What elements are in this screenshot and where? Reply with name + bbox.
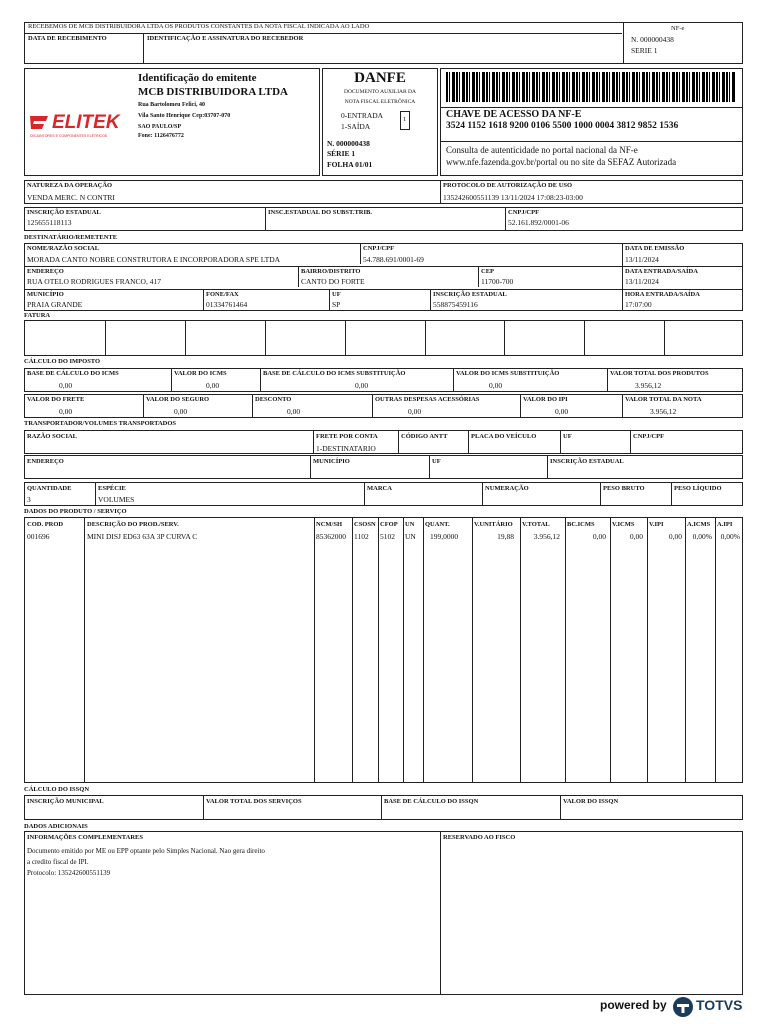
nature-label: NATUREZA DA OPERAÇÃO	[27, 182, 113, 189]
receipt-date-field[interactable]	[27, 43, 139, 61]
issqn-section-title: CÁLCULO DO ISSQN	[24, 786, 90, 793]
row-vicms: 0,00	[629, 532, 643, 541]
danfe-series: SÉRIE 1	[327, 149, 356, 158]
receipt-sign-field[interactable]	[146, 43, 616, 61]
col-csosn: CSOSN	[354, 521, 376, 528]
receipt-stub	[24, 22, 743, 64]
carrier-uf2-label: UF	[432, 458, 441, 465]
access-key-label: CHAVE DE ACESSO DA NF-E	[446, 109, 582, 120]
totvs-brand: TOTVS	[696, 997, 743, 1013]
antt-label: CÓDIGO ANTT	[401, 433, 448, 440]
recipient-uf-value: SP	[332, 300, 341, 309]
brand-label: MARCA	[367, 485, 392, 492]
tax-total-products-value: 3.956,12	[635, 381, 662, 390]
tax-discount-label: DESCONTO	[255, 396, 292, 403]
recipient-name-label: NOME/RAZÃO SOCIAL	[27, 245, 100, 252]
row-vunit: 19,88	[497, 532, 514, 541]
table-row[interactable]	[25, 531, 742, 543]
issuer-ident-label: Identificação do emitente	[138, 72, 257, 84]
danfe-subtitle-2: NOTA FISCAL ELETRÔNICA	[344, 99, 416, 105]
quantity-value: 3	[27, 495, 31, 504]
protocol-value: 135242600551139 13/11/2024 17:08:23-03:00	[443, 193, 583, 202]
receipt-sign-label: IDENTIFICAÇÃO E ASSINATURA DO RECEBEDOR	[147, 35, 304, 42]
invoice-section-title: FATURA	[24, 312, 51, 319]
freight-value: 1-DESTINATARIO	[316, 444, 376, 453]
recipient-ie-value: 558875459116	[433, 300, 478, 309]
recipient-district-value: CANTO DO FORTE	[301, 277, 365, 286]
row-aipi: 0,00%	[720, 532, 740, 541]
barcode	[446, 72, 736, 102]
invoice-block	[24, 320, 743, 356]
row-vtotal: 3.956,12	[533, 532, 560, 541]
tax-icms-st-value: 0,00	[489, 381, 503, 390]
access-consult-2: www.nfe.fazenda.gov.br/portal ou no site da SEFAZ Autorizada	[446, 157, 677, 167]
issqn-services-label: VALOR TOTAL DOS SERVIÇOS	[206, 798, 302, 805]
col-aipi: A.IPI	[717, 521, 733, 528]
entry-date-value: 13/11/2024	[625, 277, 659, 286]
emission-date-value: 13/11/2024	[625, 255, 659, 264]
receipt-nfe-number: N. 000000438	[631, 35, 674, 44]
row-un: UN	[405, 532, 416, 541]
tax-total-note-value: 3.956,12	[650, 407, 677, 416]
col-vunit: V.UNITÁRIO	[474, 521, 513, 528]
ie-row	[24, 207, 743, 231]
tax-other-label: OUTRAS DESPESAS ACESSÓRIAS	[375, 396, 480, 403]
row-desc: MINI DISJ ED63 63A 3P CURVA C	[87, 532, 198, 541]
row-bcicms: 0,00	[592, 532, 606, 541]
recipient-uf-label: UF	[332, 291, 341, 298]
carrier-cnpj-label: CNPJ/CPF	[633, 433, 665, 440]
additional-section-title: DADOS ADICIONAIS	[24, 823, 88, 830]
transport-section-title: TRANSPORTADOR/VOLUMES TRANSPORTADOS	[24, 420, 177, 427]
recipient-phone-label: FONE/FAX	[206, 291, 239, 298]
recipient-city-label: MUNICÍPIO	[27, 291, 64, 298]
recipient-phone-value: 01334761464	[206, 300, 248, 309]
numbering-label: NUMERAÇÃO	[485, 485, 529, 492]
emission-date-label: DATA DE EMISSÃO	[625, 245, 685, 252]
tax-total-note-label: VALOR TOTAL DA NOTA	[625, 396, 702, 403]
logo-mark-icon	[28, 112, 50, 134]
info-line-1: Documento emitido por ME ou EPP optante pelo Simples Nacional. Nao gera direito	[27, 847, 265, 855]
tax-base-icms-label: BASE DE CÁLCULO DO ICMS	[27, 370, 119, 377]
carrier-city-label: MUNICÍPIO	[313, 458, 350, 465]
row-cfop: 5102	[380, 532, 395, 541]
row-quant: 199,0000	[430, 532, 459, 541]
danfe-subtitle-1: DOCUMENTO AUXILIAR DA	[343, 89, 416, 95]
recipient-address-label: ENDEREÇO	[27, 268, 64, 275]
issqn-value-label: VALOR DO ISSQN	[563, 798, 619, 805]
danfe-block	[322, 68, 438, 176]
recipient-cnpj-label: CNPJ/CPF	[363, 245, 395, 252]
tax-icms-value: 0,00	[206, 381, 220, 390]
tax-insurance-value: 0,00	[174, 407, 188, 416]
recipient-district-label: BAIRRO/DISTRITO	[301, 268, 361, 275]
issuer-address: Rua Bartolomeu Felici, 40	[138, 102, 205, 108]
receipt-nfe-label: NF-e	[671, 25, 685, 32]
recipient-block	[24, 243, 743, 311]
col-vipi: V.IPI	[649, 521, 664, 528]
danfe-saida: 1-SAÍDA	[341, 122, 371, 131]
recipient-cep-label: CEP	[481, 268, 494, 275]
col-bcicms: BC.ICMS	[567, 521, 595, 528]
issqn-im-label: INSCRIÇÃO MUNICIPAL	[27, 798, 104, 805]
entry-date-label: DATA ENTRADA/SAÍDA	[625, 268, 698, 275]
col-desc: DESCRIÇÃO DO PROD./SERV.	[87, 521, 179, 528]
net-weight-label: PESO LÍQUIDO	[674, 485, 722, 492]
danfe-title: DANFE	[354, 70, 406, 86]
danfe-sheet: FOLHA 01/01	[327, 160, 373, 169]
entry-hour-value: 17:07:00	[625, 300, 652, 309]
receipt-date-label: DATA DE RECEBIMENTO	[28, 35, 107, 42]
issuer-name: MCB DISTRIBUIDORA LTDA	[138, 86, 288, 98]
issuer-phone: Fone: 1126476772	[138, 133, 184, 139]
gross-weight-label: PESO BRUTO	[603, 485, 645, 492]
danfe-type-value: 1	[403, 116, 407, 123]
tax-section-title: CÁLCULO DO IMPOSTO	[24, 358, 101, 365]
tax-icms-st-label: VALOR DO ICMS SUBSTITUIÇÃO	[456, 370, 560, 377]
access-consult-1: Consulta de autenticidade no portal nacional da NF-e	[446, 145, 638, 155]
powered-by	[598, 996, 748, 1020]
danfe-type-box	[400, 111, 410, 130]
products-table	[24, 517, 743, 783]
row-aicms: 0,00%	[692, 532, 712, 541]
info-label: INFORMAÇÕES COMPLEMENTARES	[27, 834, 143, 841]
receipt-series: SERIE 1	[631, 46, 658, 55]
carrier-ie-label: INSCRIÇÃO ESTADUAL	[550, 458, 624, 465]
row-csosn: 1102	[354, 532, 369, 541]
additional-block	[24, 831, 743, 995]
col-ncm: NCM/SH	[316, 521, 342, 528]
transport-row-1	[24, 430, 743, 454]
issqn-base-label: BASE DE CÁLCULO DO ISSQN	[384, 798, 479, 805]
tax-row-2	[24, 394, 743, 418]
recipient-cnpj-value: 54.788.691/0001-69	[363, 255, 424, 264]
totvs-logo-icon	[672, 996, 694, 1018]
tax-freight-label: VALOR DO FRETE	[27, 396, 85, 403]
col-vicms: V.ICMS	[612, 521, 635, 528]
recipient-cep-value: 11700-700	[481, 277, 514, 286]
ie-label: INSCRIÇÃO ESTADUAL	[27, 209, 101, 216]
col-cfop: CFOP	[380, 521, 398, 528]
tax-freight-value: 0,00	[59, 407, 73, 416]
recipient-address-value: RUA OTELO RODRIGUES FRANCO, 417	[27, 277, 161, 286]
issqn-row	[24, 795, 743, 820]
transport-row-3	[24, 482, 743, 506]
issuer-cnpj-value: 52.161.892/0001-06	[508, 218, 569, 227]
freight-label: FRETE POR CONTA	[316, 433, 378, 440]
tax-total-products-label: VALOR TOTAL DOS PRODUTOS	[610, 370, 709, 377]
info-line-3: Protocolo: 135242600551139	[27, 869, 111, 877]
products-section-title: DADOS DO PRODUTO / SERVIÇO	[24, 508, 127, 515]
col-quant: QUANT.	[425, 521, 450, 528]
access-key-value[interactable]: 3524 1152 1618 9200 0106 5500 1000 0004 3812 9852 1536	[446, 121, 679, 131]
issuer-block	[24, 68, 320, 176]
info-line-2: a credito fiscal de IPI.	[27, 858, 89, 866]
tax-base-icms-value: 0,00	[59, 381, 73, 390]
tax-other-value: 0,00	[408, 407, 422, 416]
entry-hour-label: HORA ENTRADA/SAÍDA	[625, 291, 700, 298]
tax-ipi-value: 0,00	[555, 407, 569, 416]
protocol-label: PROTOCOLO DE AUTORIZAÇÃO DE USO	[443, 182, 573, 189]
tax-discount-value: 0,00	[287, 407, 301, 416]
transport-row-2	[24, 455, 743, 479]
carrier-name-label: RAZÃO SOCIAL	[27, 433, 78, 440]
ie-st-label: INSC.ESTADUAL DO SUBST.TRIB.	[268, 209, 372, 216]
carrier-uf-label: UF	[563, 433, 572, 440]
tax-insurance-label: VALOR DO SEGURO	[146, 396, 210, 403]
issuer-city: SAO PAULO/SP	[138, 124, 182, 130]
tax-ipi-label: VALOR DO IPI	[523, 396, 568, 403]
danfe-number: N. 000000438	[327, 139, 370, 148]
ie-value: 125655118113	[27, 218, 72, 227]
col-vtotal: V.TOTAL	[522, 521, 550, 528]
species-label: ESPÉCIE	[98, 485, 126, 492]
carrier-address-label: ENDEREÇO	[27, 458, 64, 465]
reserved-label: RESERVADO AO FISCO	[443, 834, 516, 841]
logo	[28, 112, 138, 142]
tax-row-1	[24, 368, 743, 392]
operation-row	[24, 180, 743, 204]
recipient-city-value: PRAIA GRANDE	[27, 300, 83, 309]
issuer-district: Vila Santo Henrique Cep:03707-070	[138, 113, 231, 119]
plate-label: PLACA DO VEÍCULO	[471, 433, 537, 440]
row-cod: 001696	[27, 532, 50, 541]
col-cod: COD. PROD	[27, 521, 64, 528]
row-vipi: 0,00	[668, 532, 682, 541]
receipt-header: RECEBEMOS DE MCB DISTRIBUIDORA LTDA OS PRODUTOS CONSTANTES DA NOTA FISCAL INDICADA AO LADO	[28, 23, 370, 30]
tax-base-icms-st-value: 0,00	[355, 381, 369, 390]
tax-icms-label: VALOR DO ICMS	[174, 370, 227, 377]
logo-subtext: DISJUNTORES E COMPONENTES ELÉTRICOS	[30, 134, 108, 138]
nature-value: VENDA MERC. N CONTRI	[27, 193, 115, 202]
powered-by-text: powered by	[600, 998, 667, 1012]
species-value: VOLUMES	[98, 495, 135, 504]
quantity-label: QUANTIDADE	[27, 485, 72, 492]
row-ncm: 85362000	[316, 532, 346, 541]
tax-base-icms-st-label: BASE DE CÁLCULO DO ICMS SUBSTITUIÇÃO	[263, 370, 406, 377]
issuer-cnpj-label: CNPJ/CPF	[508, 209, 540, 216]
col-aicms: A.ICMS	[687, 521, 711, 528]
recipient-section-title: DESTINATÁRIO/REMETENTE	[24, 234, 118, 241]
col-un: UN	[405, 521, 415, 528]
logo-text: ELITEK	[52, 112, 120, 133]
recipient-name-value: MORADA CANTO NOBRE CONSTRUTORA E INCORPORADORA SPE LTDA	[27, 255, 281, 264]
recipient-ie-label: INSCRIÇÃO ESTADUAL	[433, 291, 507, 298]
danfe-entrada: 0-ENTRADA	[341, 111, 384, 120]
